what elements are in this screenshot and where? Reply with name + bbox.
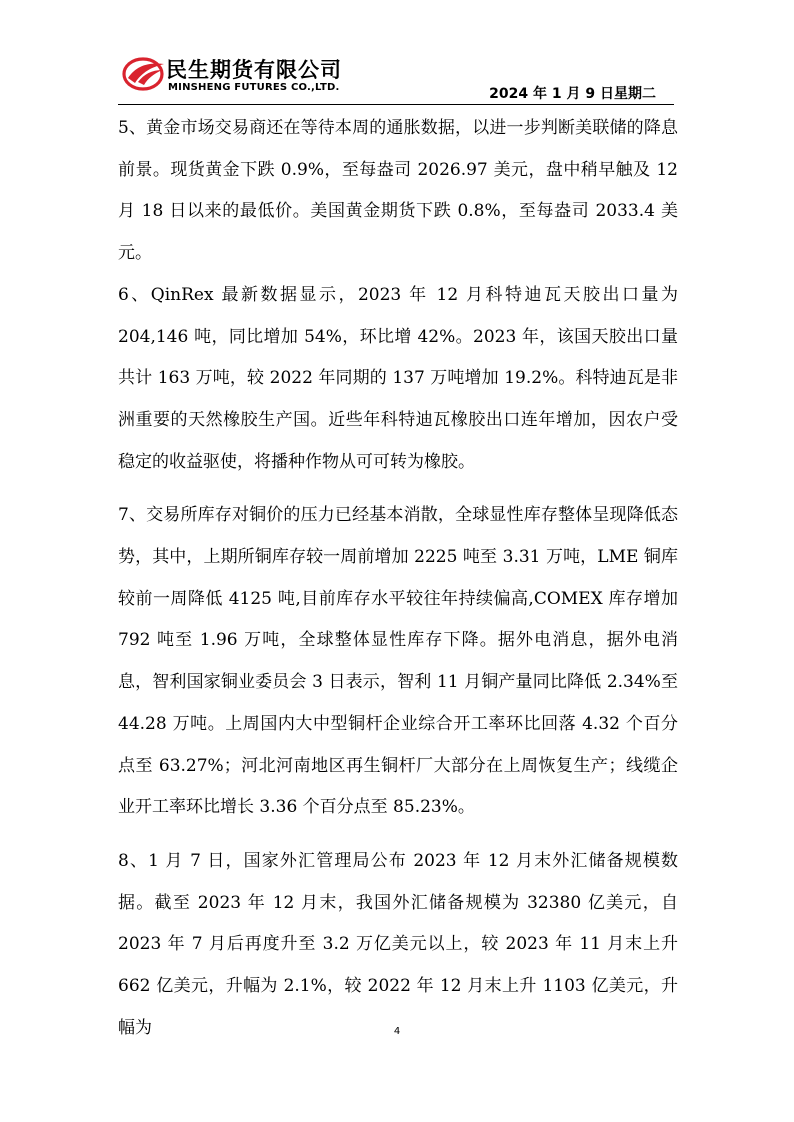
report-date: 2024 年 1 月 9 日星期二 — [489, 86, 656, 102]
page-header — [118, 52, 674, 104]
header-divider — [118, 104, 674, 105]
page-number: 4 — [393, 1026, 401, 1037]
minsheng-logo-icon — [122, 56, 166, 92]
logo-chinese-name: 民生期货有限公司 — [166, 58, 342, 82]
report-body — [118, 108, 678, 1049]
logo-english-name: MINSHENG FUTURES CO.,LTD. — [168, 82, 340, 93]
paragraph-rubber-exports: 6、QinRex 最新数据显示，2023 年 12 月科特迪瓦天胶出口量为 204,146 吨，同比增加 54%，环比增 42%。2023 年，该国天胶出口量共计 163 万吨，较 2022 年同期的 137 万吨增加 19.2%。科特迪瓦是非洲重要的天然橡胶生产国。近些年科特迪瓦橡胶出口连年增加，因农户受稳定的收益驱使，将播种作物从可可转为橡胶。 — [118, 284, 678, 472]
paragraph-fx-reserves: 8、1 月 7 日，国家外汇管理局公布 2023 年 12 月末外汇储备规模数据。截至 2023 年 12 月末，我国外汇储备规模为 32380 亿美元，自 2023 年 7 月后再度升至 3.2 万亿美元以上，较 2023 年 11 月末上升 662 亿美元，升幅为 2.1%，较 2022 年 12 月末上升 1103 亿美元，升幅为 — [118, 850, 678, 1038]
company-logo — [118, 52, 368, 98]
paragraph-gold-market: 5、黄金市场交易商还在等待本周的通胀数据，以进一步判断美联储的降息前景。现货黄金下跌 0.9%，至每盎司 2026.97 美元，盘中稍早触及 12 月 18 日以来的最低价。美国黄金期货下跌 0.8%，至每盎司 2033.4 美元。 — [118, 118, 678, 264]
paragraph-copper-inventory: 7、交易所库存对铜价的压力已经基本消散，全球显性库存整体呈现降低态势，其中，上期所铜库存较一周前增加 2225 吨至 3.31 万吨，LME 铜库较前一周降低 4125 吨,目前库存水平较往年持续偏高,COMEX 库存增加 792 吨至 1.96 万吨，全球整体显性库存下降。据外电消息，据外电消息，智利国家铜业委员会 3 日表示，智利 11 月铜产量同比降低 2.34%至 44.28 万吨。上周国内大中型铜杆企业综合开工率环比回落 4.32 个百分点至 63.27%；河北河南地区再生铜杆厂大部分在上周恢复生产；线缆企业开工率环比增长 3.36 个百分点至 85.23%。 — [118, 505, 678, 818]
